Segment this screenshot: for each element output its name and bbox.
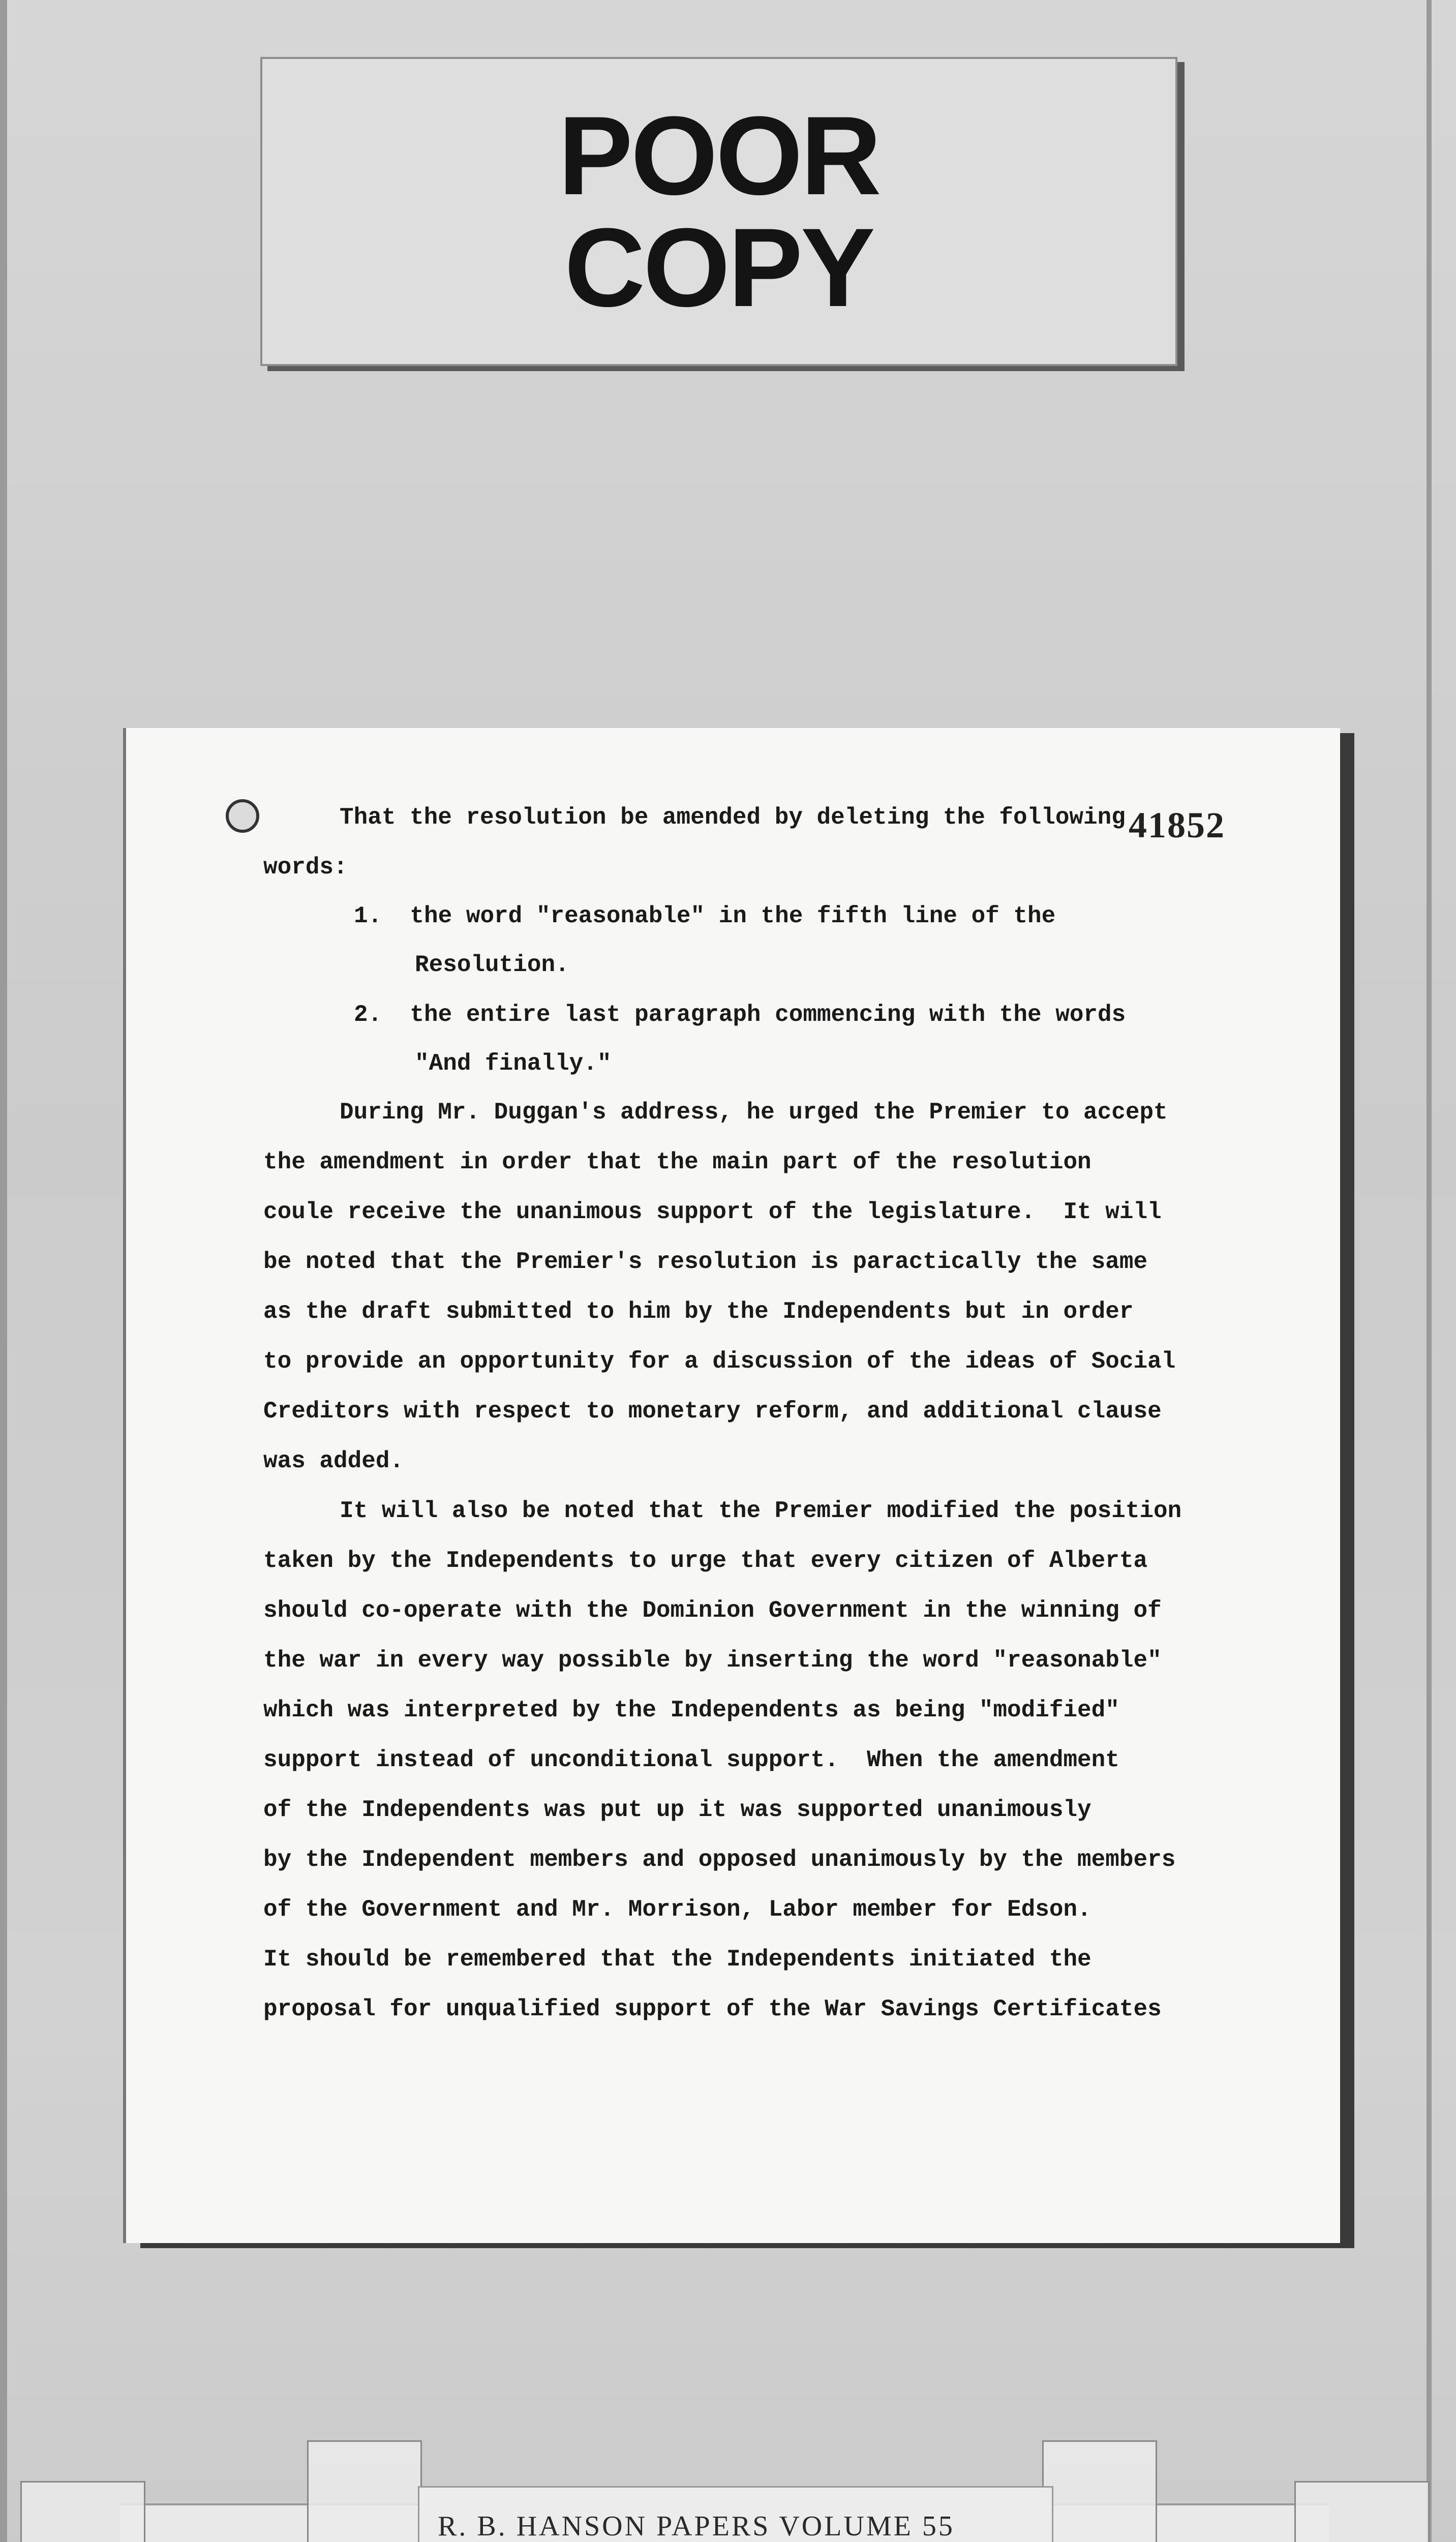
doc-line: It will also be noted that the Premier modified the position	[340, 1498, 1182, 1524]
doc-line: the amendment in order that the main part of the resolution	[263, 1149, 1091, 1175]
doc-line: "And finally."	[415, 1050, 612, 1077]
doc-line: of the Government and Mr. Morrison, Labor member for Edson.	[263, 1896, 1091, 1923]
doc-line: Resolution.	[415, 952, 569, 978]
doc-line: by the Independent members and opposed unanimously by the members	[263, 1847, 1176, 1873]
doc-line: to provide an opportunity for a discussion of the ideas of Social	[263, 1348, 1176, 1375]
doc-line: 1. the word "reasonable" in the fifth line of the	[354, 903, 1056, 929]
frame-edge-right	[1427, 0, 1432, 2542]
doc-line: the war in every way possible by inserting the word "reasonable"	[263, 1647, 1162, 1674]
doc-line: as the draft submitted to him by the Independents but in order	[263, 1298, 1134, 1325]
doc-line: It should be remembered that the Independents initiated the	[263, 1946, 1091, 1973]
doc-line: coule receive the unanimous support of the legislature. It will	[263, 1199, 1162, 1225]
doc-line: was added.	[263, 1448, 404, 1474]
tape-piece	[307, 2440, 422, 2542]
tape-piece	[20, 2481, 145, 2542]
doc-line: of the Independents was put up it was supported unanimously	[263, 1797, 1091, 1823]
doc-line: During Mr. Duggan's address, he urged the Premier to accept	[340, 1099, 1168, 1126]
doc-line: words:	[263, 854, 348, 881]
doc-line: taken by the Independents to urge that every citizen of Alberta	[263, 1548, 1148, 1574]
document-sheet	[126, 728, 1340, 2243]
doc-line: which was interpreted by the Independents as being "modified"	[263, 1697, 1119, 1723]
frame-edge-left	[0, 0, 7, 2542]
doc-line: 2. the entire last paragraph commencing with the words	[354, 1002, 1126, 1028]
doc-line: be noted that the Premier's resolution is paractically the same	[263, 1249, 1148, 1275]
doc-line: support instead of unconditional support. When the amendment	[263, 1747, 1119, 1773]
doc-line: Creditors with respect to monetary reform, and additional clause	[263, 1398, 1162, 1425]
collection-label: R. B. HANSON PAPERS VOLUME 55	[438, 2510, 955, 2542]
doc-line: That the resolution be amended by deleting the following	[340, 804, 1126, 831]
tape-piece	[1042, 2440, 1157, 2542]
document-number: 41852	[1129, 805, 1225, 845]
doc-line: proposal for unqualified support of the War Savings Certificates	[263, 1996, 1162, 2022]
poor-copy-line1: POOR	[558, 93, 879, 218]
doc-line: should co-operate with the Dominion Government in the winning of	[263, 1597, 1162, 1624]
tape-piece	[1294, 2481, 1430, 2542]
poor-copy-label	[260, 57, 1177, 366]
collection-strip	[418, 2486, 1053, 2542]
poor-copy-line2: COPY	[564, 205, 873, 330]
punch-hole-icon	[226, 799, 259, 833]
